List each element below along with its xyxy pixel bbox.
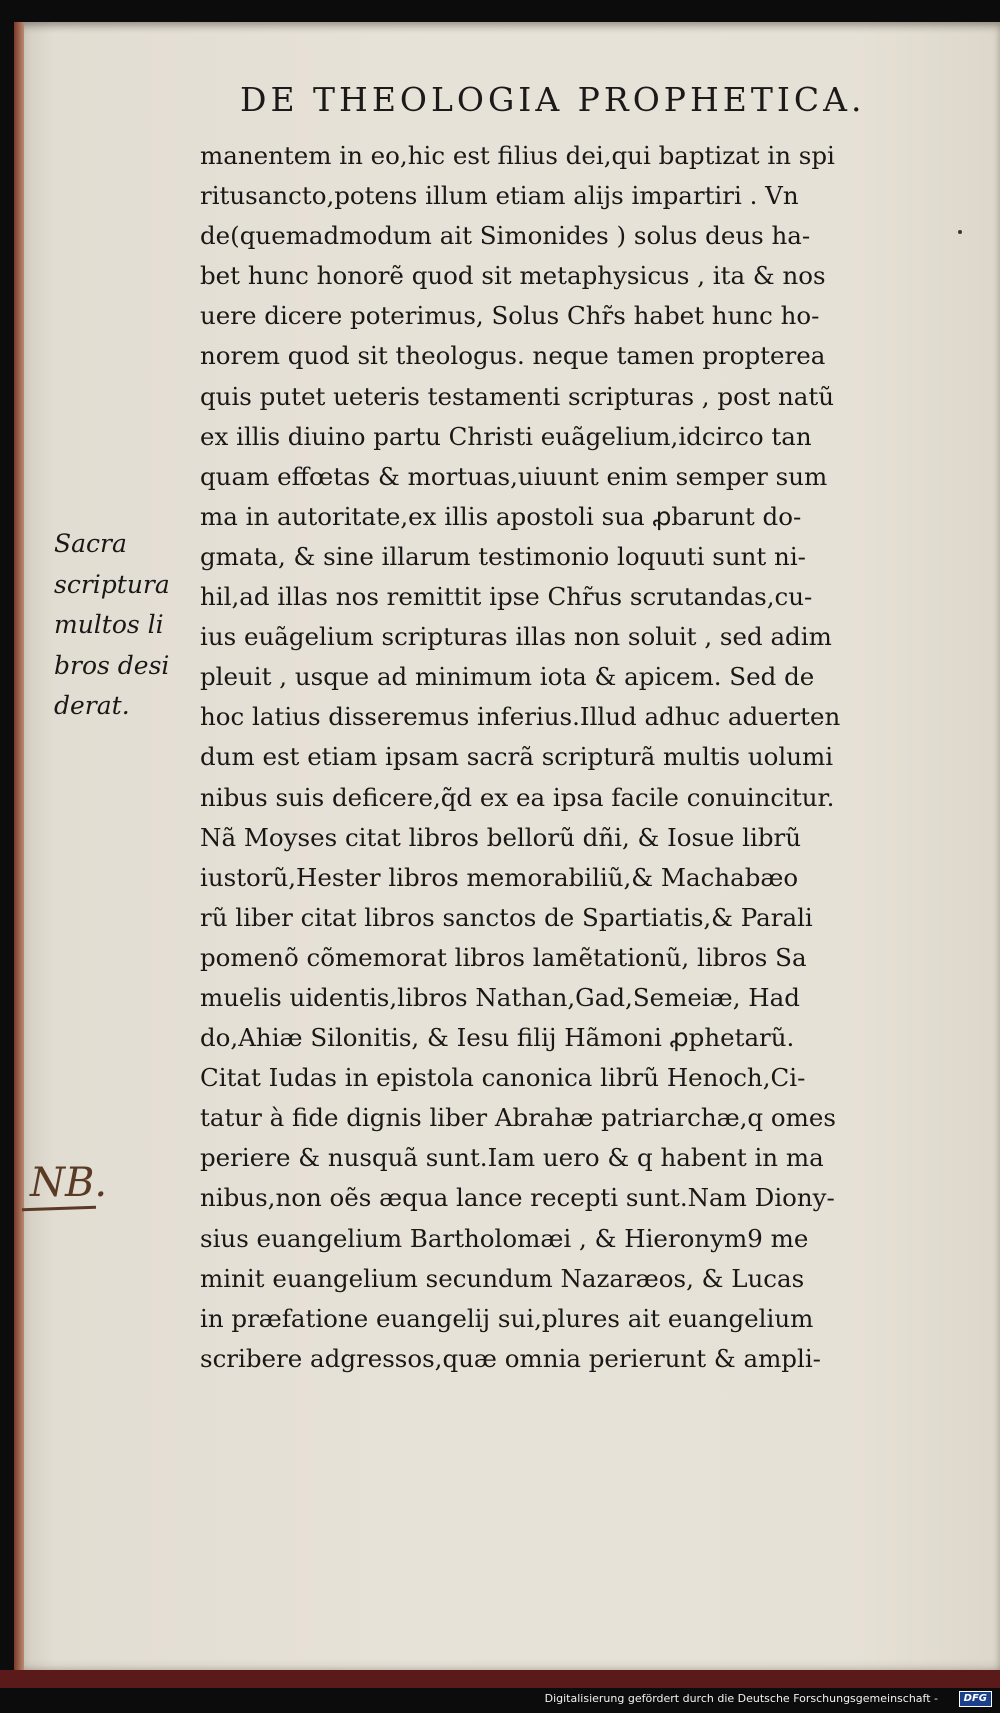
binding-edge <box>14 22 24 1670</box>
text-line: do,Ahiæ Silonitis, & Iesu filij Hãmoni ꝓphetarũ. <box>200 1023 795 1053</box>
text-line: quis putet ueteris testamenti scripturas , post natũ <box>200 381 835 411</box>
text-line: nibus,non oẽs æqua lance recepti sunt.Nam Diony- <box>200 1183 835 1213</box>
text-line: iustorũ,Hester libros memorabiliũ,& Machabæo <box>200 862 799 892</box>
text-line: manentem in eo,hic est filius dei,qui baptizat in spi <box>200 141 835 170</box>
text-line: ma in autoritate,ex illis apostoli sua ꝓbarunt do- <box>200 501 802 531</box>
footer-credit: Digitalisierung gefördert durch die Deutsche Forschungsgemeinschaft - <box>544 1692 938 1705</box>
text-line: bet hunc honorẽ quod sit metaphysicus , ita & nos <box>200 261 826 291</box>
text-line: dum est etiam ipsam sacrã scripturã multis uolumi <box>200 742 834 772</box>
running-head: DE THEOLOGIA PROPHETICA. <box>240 80 866 119</box>
dfg-logo: DFG <box>959 1691 992 1707</box>
marginal-note-line: derat. <box>54 691 130 720</box>
text-line: hil,ad illas nos remittit ipse Chr̃us scrutandas,cu- <box>200 582 813 612</box>
text-line: scribere adgressos,quæ omnia perierunt & ampli- <box>200 1343 821 1373</box>
text-line: muelis uidentis,libros Nathan,Gad,Semeiæ, Had <box>200 982 800 1012</box>
text-line: norem quod sit theologus. neque tamen propterea <box>200 341 826 371</box>
text-line: minit euangelium secundum Nazaræos, & Lucas <box>200 1263 805 1293</box>
marginal-note-line: Sacra <box>54 529 127 558</box>
text-line: ius euãgelium scripturas illas non soluit , sed adim <box>200 622 832 652</box>
text-line: tatur à fide dignis liber Abrahæ patriarchæ,q omes <box>200 1103 836 1133</box>
body-text <box>200 136 945 1379</box>
text-line: in præfatione euangelij sui,plures ait euangelium <box>200 1303 814 1333</box>
text-line: sius euangelium Bartholomæi , & Hieronym9 me <box>200 1223 809 1253</box>
text-line: Citat Iudas in epistola canonica librũ Henoch,Ci- <box>200 1063 806 1093</box>
marginal-note <box>54 524 194 727</box>
marginal-note-line: multos li <box>54 610 164 639</box>
text-line: pleuit , usque ad minimum iota & apicem. Sed de <box>200 662 815 692</box>
text-line: Nã Moyses citat libros bellorũ dñi, & Iosue librũ <box>200 822 802 852</box>
text-line: ex illis diuino partu Christi euãgelium,idcirco tan <box>200 421 812 451</box>
bottom-cover-band <box>0 1670 1000 1688</box>
text-line: periere & nusquã sunt.Iam uero & q habent in ma <box>200 1143 824 1173</box>
text-line: quam effœtas & mortuas,uiuunt enim semper sum <box>200 461 828 491</box>
text-line: uere dicere poterimus, Solus Chr̃s habet hunc ho- <box>200 301 820 331</box>
text-line: nibus suis deficere,q̃d ex ea ipsa facile conuincitur. <box>200 782 835 812</box>
marginal-note-line: bros desi <box>54 650 170 680</box>
ink-speck <box>958 230 962 234</box>
text-line: pomenõ cõmemorat libros lamẽtationũ, libros Sa <box>200 942 807 972</box>
text-line: hoc latius disseremus inferius.Illud adhuc aduerten <box>200 702 841 732</box>
text-line: de(quemadmodum ait Simonides ) solus deus ha- <box>200 221 811 251</box>
text-line: rũ liber citat libros sanctos de Spartiatis,& Parali <box>200 902 813 932</box>
manuscript-nb-mark: NB. <box>30 1160 108 1206</box>
text-line: ritusancto,potens illum etiam alijs impartiri . Vn <box>200 181 799 211</box>
marginal-note-line: scriptura <box>54 569 170 599</box>
text-line: gmata, & sine illarum testimonio loquuti sunt ni- <box>200 541 806 571</box>
